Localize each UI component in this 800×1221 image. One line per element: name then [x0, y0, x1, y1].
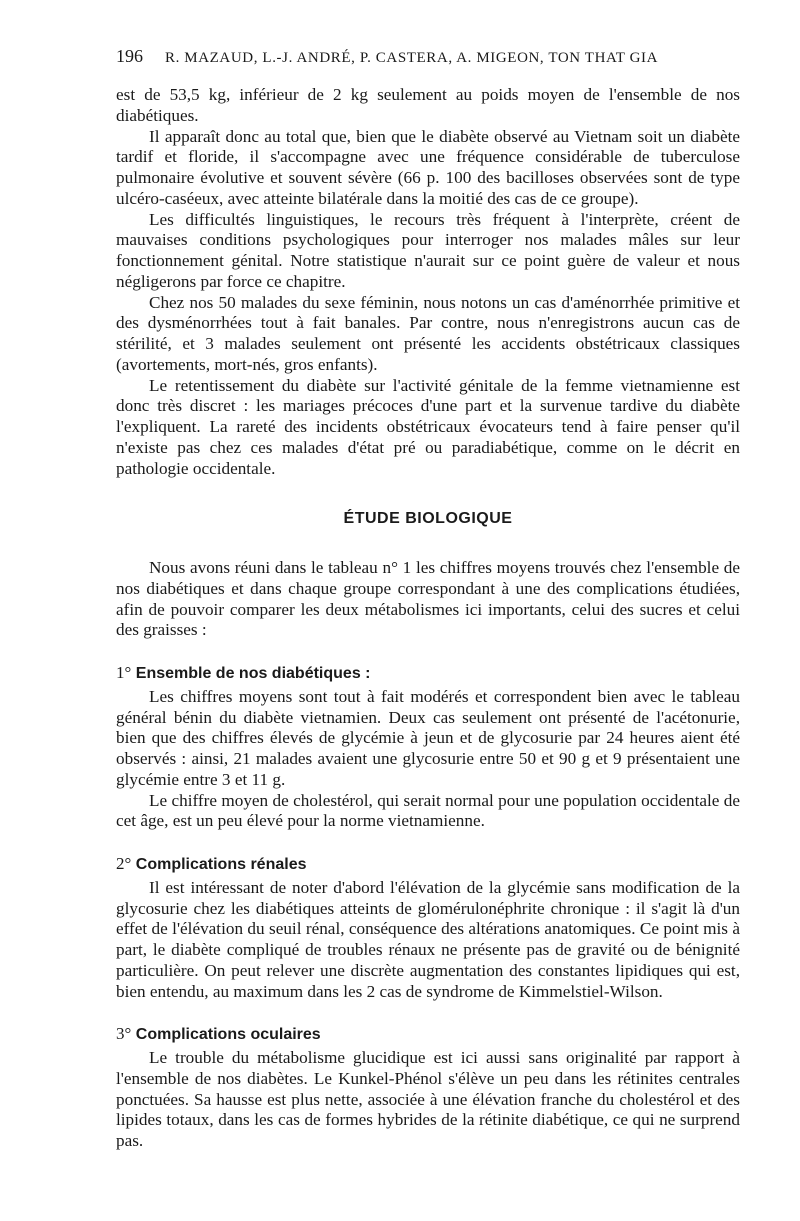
article-body	[116, 85, 740, 1152]
paragraph: Il est intéressant de noter d'abord l'élévation de la glycémie sans modification de la glycosurie chez les diabétiques atteints de glomérulonéphrite chronique : il s'agit là d'un effet de l'élévation du seuil rénal, conséquence des altérations anatomiques. Ce point mis à part, le diabète compliqué de troubles rénaux ne présente pas de gravité ou de bénignité particulière. On peut relever une discrète augmentation des constantes lipidiques qui est, bien entendu, au maximum dans les 2 cas de syndrome de Kimmelstiel-Wilson.	[116, 877, 740, 1001]
subsection-title: Ensemble de nos diabétiques :	[135, 665, 371, 682]
subsection-heading	[116, 854, 740, 876]
author-line: R. MAZAUD, L.-J. ANDRÉ, P. CASTERA, A. MIGEON, TON THAT GIA	[165, 50, 659, 66]
section-intro: Nous avons réuni dans le tableau n° 1 les chiffres moyens trouvés chez l'ensemble de nos diabétiques et dans chaque groupe correspondant à une des complications étudiées, afin de pouvoir comparer les deux métabolismes ici importants, celui des sucres et celui des graisses :	[116, 558, 740, 640]
subsection-title: Complications rénales	[135, 856, 307, 873]
paragraph: Les chiffres moyens sont tout à fait modérés et correspondent bien avec le tableau général bénin du diabète vietnamien. Deux cas seulement ont présenté de l'acétonurie, bien que des chiffres élevés de glycémie à jeun et de glycosurie par 24 heures aient été observés : ainsi, 21 malades avaient une glycosurie entre 50 et 90 g et 9 présentaient une glycémie entre 3 et 11 g.	[116, 686, 740, 789]
running-header	[116, 46, 746, 68]
paragraph: Les difficultés linguistiques, le recours très fréquent à l'interprète, créent de mauvaises conditions psychologiques pour interroger nos malades mâles sur leur fonctionnement génital. Notre statistique n'aurait sur ce point guère de valeur et nous négligerons par force ce chapitre.	[116, 209, 740, 291]
section-heading: ÉTUDE BIOLOGIQUE	[343, 510, 513, 528]
subsection-number: 3°	[116, 1024, 132, 1044]
subsection-number: 1°	[116, 663, 132, 682]
subsection-heading	[116, 1024, 740, 1046]
subsection-heading	[116, 663, 740, 685]
paragraph: Le trouble du métabolisme glucidique est ici aussi sans originalité par rapport à l'ensemble de nos diabètes. Le Kunkel-Phénol s'élève un peu dans les rétinites centrales ponctuées. Sa hausse est plus nette, associée à une élévation franche du cholestérol et des lipides totaux, dans les cas de formes hybrides de la rétinite diabétique, ce qui ne surprend pas.	[116, 1048, 740, 1150]
subsection-number: 2°	[116, 854, 132, 873]
paragraph: Chez nos 50 malades du sexe féminin, nous notons un cas d'aménorrhée primitive et des dysménorrhées tout à fait banales. Par contre, nous n'enregistrons aucun cas de stérilité, et 3 malades seulement ont présenté les accidents obstétricaux classiques (avortements, mort-nés, gros enfants).	[116, 292, 740, 374]
paragraph: est de 53,5 kg, inférieur de 2 kg seulement au poids moyen de l'ensemble de nos diabétiques.	[116, 85, 740, 125]
paragraph: Il apparaît donc au total que, bien que le diabète observé au Vietnam soit un diabète tardif et floride, il s'accompagne avec une fréquence considérable de tuberculose pulmonaire évolutive et souvent sévère (66 p. 100 des bacilloses observées sont de type ulcéro-caséeux, avec atteinte bilatérale dans la moitié des cas de ce groupe).	[116, 126, 740, 208]
subsection-title: Complications oculaires	[135, 1026, 321, 1044]
page-number: 196	[116, 46, 143, 66]
paragraph: Le chiffre moyen de cholestérol, qui serait normal pour une population occidentale de cet âge, est un peu élevé pour la norme vietnamienne.	[116, 790, 740, 831]
paragraph: Le retentissement du diabète sur l'activité génitale de la femme vietnamienne est donc très discret : les mariages précoces d'une part et la survenue tardive du diabète l'expliquent. La rareté des incidents obstétricaux évocateurs tend à faire penser qu'il n'existe pas chez ces malades d'état pré ou paradiabétique, comme on le décrit en pathologie occidentale.	[116, 375, 740, 478]
